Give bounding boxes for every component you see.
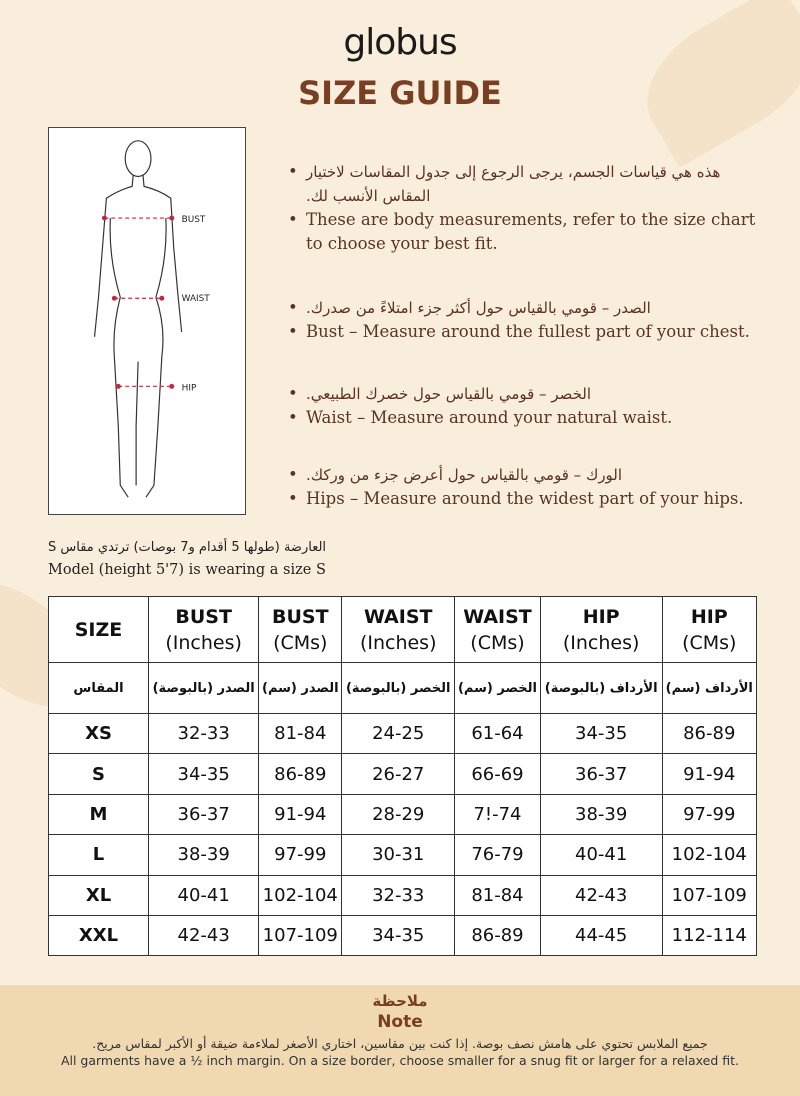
measurement-cell: 36-37: [540, 754, 662, 794]
instruction-ar: هذه هي قياسات الجسم، يرجى الرجوع إلى جدول المقاسات لاختيار المقاس الأنسب لك.: [306, 163, 721, 205]
header-unit: (Inches): [359, 631, 437, 654]
hip-label: HIP: [181, 383, 197, 394]
column-header: [149, 597, 259, 663]
waist-label: WAIST: [181, 294, 210, 305]
measurement-cell: 97-99: [662, 794, 756, 834]
header-label: WAIST: [463, 605, 532, 628]
header-unit: (Inches): [165, 631, 242, 654]
measurement-cell: 40-41: [540, 835, 662, 875]
table-row: [49, 714, 757, 754]
measurement-cell: 7!-74: [455, 794, 541, 834]
table-row: [49, 794, 757, 834]
measurement-cell: 61-64: [455, 714, 541, 754]
column-header: [259, 597, 342, 663]
arabic-column-header: الخصر (سم): [455, 663, 541, 714]
measurement-instructions: • هذه هي قياسات الجسم، يرجى الرجوع إلى جدول المقاسات لاختيار المقاس الأنسب لك. • These are body measurements, refer to the size chart to choose your best fit. • الصدر – قومي بالقياس حول أكثر جزء امتلاءً من صدرك. • Bust – Measure around the fullest part of your chest. • الخصر – قومي بالقياس حول خصرك الطبيعي. • Waist – Measure around your natural waist. • الورك – قومي بالقياس حول أعرض جزء من وركك. • Hips – Measure around the widest part of your hips.: [288, 160, 758, 538]
instruction-ar: الخصر – قومي بالقياس حول خصرك الطبيعي.: [306, 385, 592, 403]
measurement-cell: 38-39: [540, 794, 662, 834]
measurement-cell: 34-35: [149, 754, 259, 794]
measurement-cell: 97-99: [259, 835, 342, 875]
note-title-ar: ملاحظة: [372, 992, 428, 1010]
arabic-column-header: الصدر (بالبوصة): [149, 663, 259, 714]
header-label: WAIST: [363, 605, 433, 628]
instruction-en: These are body measurements, refer to the size chart to choose your best fit.: [306, 210, 756, 253]
arabic-column-header: الصدر (سم): [259, 663, 342, 714]
arabic-column-header: الأرداف (بالبوصة): [540, 663, 662, 714]
header-unit: (CMs): [682, 631, 737, 654]
measurement-cell: 91-94: [259, 794, 342, 834]
measurement-cell: 107-109: [259, 915, 342, 955]
model-info-ar: العارضة (طولها 5 أقدام و7 بوصات) ترتدي مقاس S: [48, 540, 327, 555]
measurement-cell: 40-41: [149, 875, 259, 915]
note-text-ar: جميع الملابس تحتوي على هامش نصف بوصة. إذا كنت بين مقاسين، اختاري الأصغر لملاءمة ضيقة أو الأكبر لمقاس مريح.: [92, 1036, 708, 1051]
brand-logo: globus: [343, 22, 457, 63]
measurement-cell: 30-31: [342, 835, 455, 875]
measurement-cell: 112-114: [662, 915, 756, 955]
measurement-cell: 86-89: [259, 754, 342, 794]
header-label: HIP: [582, 605, 620, 628]
table-row: [49, 875, 757, 915]
column-header: [540, 597, 662, 663]
header-label: SIZE: [74, 618, 123, 641]
instruction-en: Hips – Measure around the widest part of your hips.: [306, 489, 744, 508]
measurement-cell: 91-94: [662, 754, 756, 794]
measurement-cell: 28-29: [342, 794, 455, 834]
header-label: BUST: [175, 605, 232, 628]
measurement-cell: 107-109: [662, 875, 756, 915]
table-row: [49, 754, 757, 794]
model-info-en: Model (height 5'7) is wearing a size S: [48, 562, 326, 578]
header-unit: (CMs): [470, 631, 525, 654]
size-cell: M: [49, 794, 149, 834]
header-unit: (Inches): [562, 631, 640, 654]
measurement-cell: 76-79: [455, 835, 541, 875]
measurement-cell: 102-104: [259, 875, 342, 915]
size-cell: XXL: [49, 915, 149, 955]
column-header: [662, 597, 756, 663]
size-chart-table: [48, 596, 757, 956]
bust-label: BUST: [181, 215, 206, 226]
column-header: [455, 597, 541, 663]
table-row: [49, 915, 757, 955]
measurement-cell: 32-33: [342, 875, 455, 915]
note-title-en: Note: [377, 1012, 423, 1032]
measurement-cell: 44-45: [540, 915, 662, 955]
measurement-cell: 86-89: [662, 714, 756, 754]
measurement-cell: 86-89: [455, 915, 541, 955]
instruction-ar: الصدر – قومي بالقياس حول أكثر جزء امتلاءً من صدرك.: [306, 299, 651, 317]
measurement-cell: 102-104: [662, 835, 756, 875]
instruction-ar: الورك – قومي بالقياس حول أعرض جزء من وركك.: [306, 466, 623, 484]
instruction-en: Waist – Measure around your natural waist.: [306, 408, 673, 427]
size-cell: S: [49, 754, 149, 794]
measurement-cell: 36-37: [149, 794, 259, 834]
measurement-cell: 81-84: [259, 714, 342, 754]
measurement-cell: 24-25: [342, 714, 455, 754]
size-cell: L: [49, 835, 149, 875]
table-row: [49, 835, 757, 875]
header-label: BUST: [272, 605, 329, 628]
size-cell: XS: [49, 714, 149, 754]
measurement-cell: 81-84: [455, 875, 541, 915]
measurement-cell: 42-43: [149, 915, 259, 955]
column-header: [342, 597, 455, 663]
page-title: SIZE GUIDE: [298, 74, 502, 112]
measurement-cell: 32-33: [149, 714, 259, 754]
header-label: HIP: [690, 605, 728, 628]
note-text-en: All garments have a ½ inch margin. On a size border, choose smaller for a snug fit or larger for a relaxed fit.: [60, 1053, 740, 1068]
measurement-cell: 66-69: [455, 754, 541, 794]
measurement-cell: 42-43: [540, 875, 662, 915]
note-section: [0, 985, 800, 1096]
header-unit: (CMs): [273, 631, 328, 654]
body-measurement-figure: [48, 127, 246, 515]
measurement-cell: 26-27: [342, 754, 455, 794]
size-cell: XL: [49, 875, 149, 915]
measurement-cell: 38-39: [149, 835, 259, 875]
arabic-column-header: الخصر (بالبوصة): [342, 663, 455, 714]
measurement-cell: 34-35: [540, 714, 662, 754]
instruction-en: Bust – Measure around the fullest part of your chest.: [306, 322, 750, 341]
measurement-cell: 34-35: [342, 915, 455, 955]
column-header: [49, 597, 149, 663]
arabic-column-header: الأرداف (سم): [662, 663, 756, 714]
model-info: [48, 537, 326, 581]
arabic-column-header: المقاس: [49, 663, 149, 714]
